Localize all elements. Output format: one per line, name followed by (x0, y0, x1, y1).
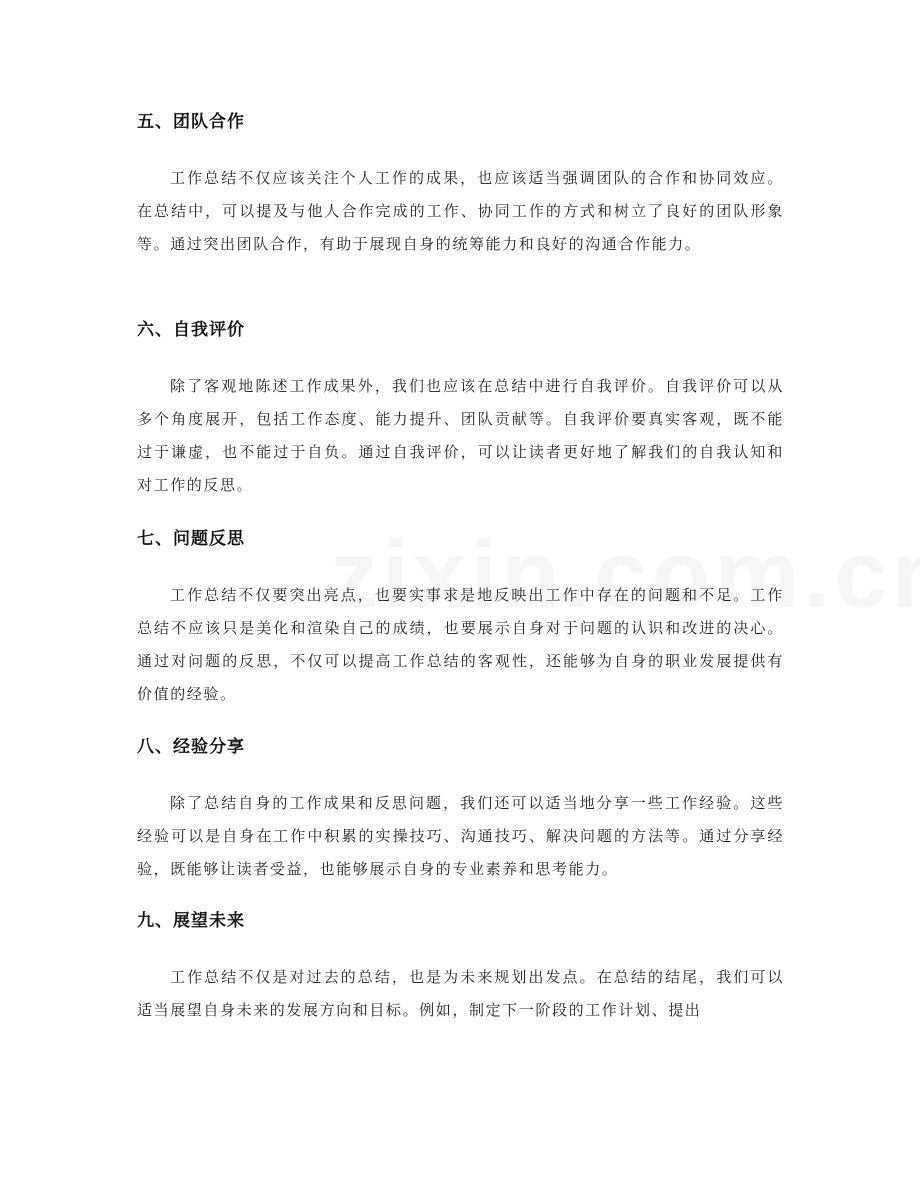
section-heading: 八、经验分享 (137, 737, 245, 757)
section-self-evaluation (137, 317, 784, 502)
section-heading: 七、问题反思 (137, 529, 245, 549)
section-paragraph: 除了客观地陈述工作成果外，我们也应该在总结中进行自我评价。自我评价可以从多个角度展开，包括工作态度、能力提升、团队贡献等。自我评价要真实客观，既不能过于谦虚，也不能过于自负。通过自我评价，可以让读者更好地了解我们的自我认知和对工作的反思。 (137, 377, 784, 494)
section-future-outlook (137, 908, 784, 1027)
section-team-cooperation (137, 109, 784, 261)
section-problem-reflection (137, 526, 784, 711)
section-paragraph: 除了总结自身的工作成果和反思问题，我们还可以适当地分享一些工作经验。这些经验可以是自身在工作中积累的实操技巧、沟通技巧、解决问题的方法等。通过分享经验，既能够让读者受益，也能够展示自身的专业素养和思考能力。 (137, 794, 784, 878)
section-experience-sharing (137, 734, 784, 886)
section-paragraph: 工作总结不仅应该关注个人工作的成果，也应该适当强调团队的合作和协同效应。在总结中，可以提及与他人合作完成的工作、协同工作的方式和树立了良好的团队形象等。通过突出团队合作，有助于展现自身的统筹能力和良好的沟通合作能力。 (137, 169, 784, 253)
section-paragraph: 工作总结不仅要突出亮点，也要实事求是地反映出工作中存在的问题和不足。工作总结不应该只是美化和渲染自己的成绩，也要展示自身对于问题的认识和改进的决心。通过对问题的反思，不仅可以提高工作总结的客观性，还能够为自身的职业发展提供有价值的经验。 (137, 586, 784, 703)
section-heading: 六、自我评价 (137, 320, 245, 340)
section-heading: 五、团队合作 (137, 112, 245, 132)
section-heading: 九、展望未来 (137, 911, 245, 931)
section-paragraph: 工作总结不仅是对过去的总结，也是为未来规划出发点。在总结的结尾，我们可以适当展望自身未来的发展方向和目标。例如，制定下一阶段的工作计划、提出 (137, 968, 784, 1019)
